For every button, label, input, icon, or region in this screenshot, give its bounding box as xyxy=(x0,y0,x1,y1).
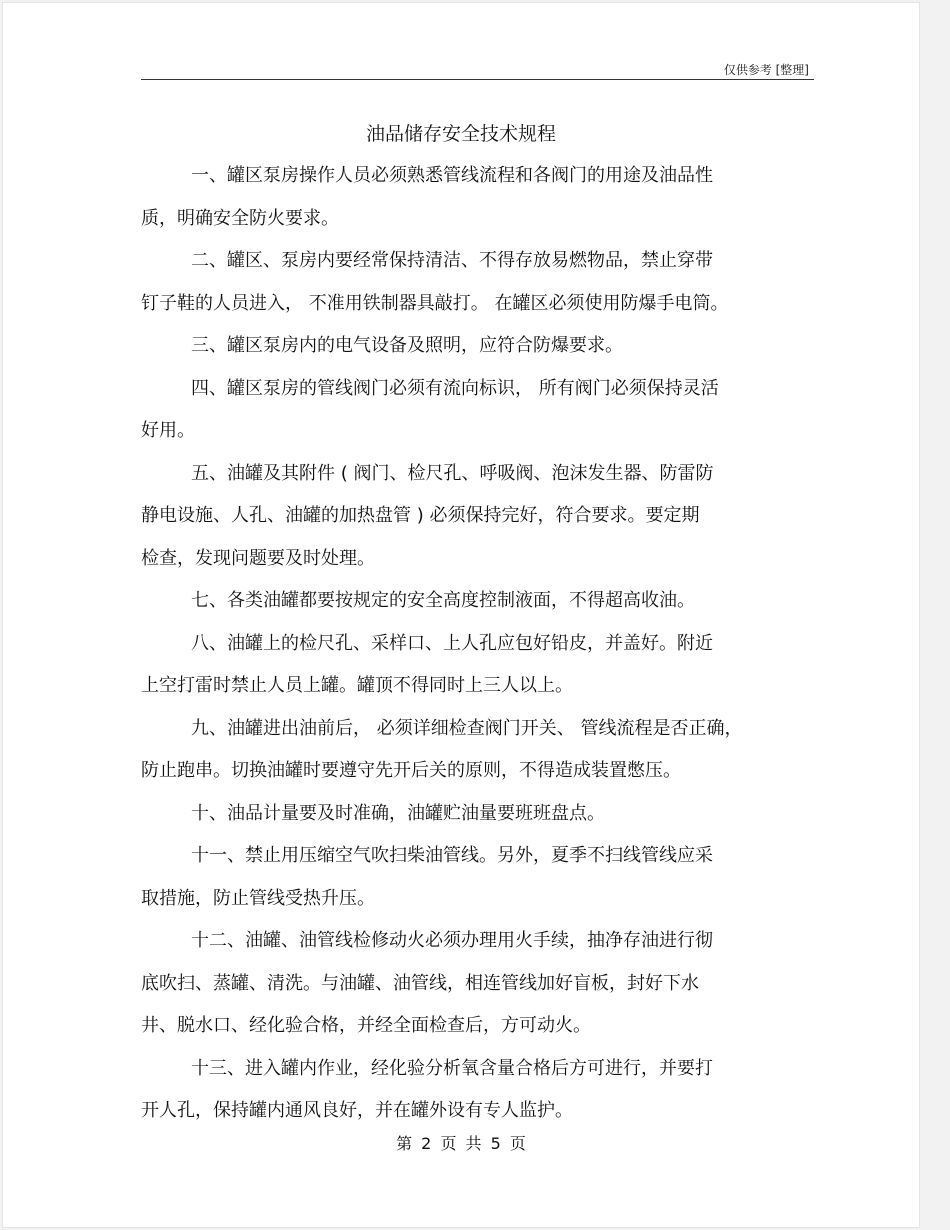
paragraph xyxy=(141,708,814,793)
paragraph-line: 二、罐区、泵房内要经常保持清洁、不得存放易燃物品，禁止穿带 xyxy=(191,250,713,271)
paragraph xyxy=(141,453,814,581)
paragraph-line: 十二、油罐、油管线检修动火必须办理用火手续，抽净存油进行彻 xyxy=(191,930,713,951)
paragraph-line: 底吹扫、蒸罐、清洗。与油罐、油管线，相连管线加好盲板，封好下水 xyxy=(141,972,699,994)
paragraph-line: 七、各类油罐都要按规定的安全高度控制液面，不得超高收油。 xyxy=(191,590,695,611)
paragraph-line: 九、油罐进出油前后， 必须详细检查阀门开关、 管线流程是否正确， xyxy=(191,717,743,739)
paragraph xyxy=(141,835,814,920)
paragraph-line: 三、罐区泵房内的电气设备及照明，应符合防爆要求。 xyxy=(191,335,623,356)
paragraph-line: 五、油罐及其附件 ( 阀门、检尺孔、呼吸阀、泡沫发生器、防雷防 xyxy=(191,462,714,484)
paragraph-line: 一、罐区泵房操作人员必须熟悉管线流程和各阀门的用途及油品性 xyxy=(191,165,713,186)
header-note: 仅供参考 [整理] xyxy=(723,63,809,77)
paragraph-line: 好用。 xyxy=(141,420,195,441)
paragraph-line: 上空打雷时禁止人员上罐。罐顶不得同时上三人以上。 xyxy=(141,675,573,696)
paragraph xyxy=(141,920,814,1048)
paragraph-line: 八、油罐上的检尺孔、采样口、上人孔应包好铅皮，并盖好。附近 xyxy=(191,632,713,654)
header-divider xyxy=(141,79,814,80)
document-title: 油品储存安全技术规程 xyxy=(365,123,556,145)
paragraph xyxy=(141,623,814,708)
paragraph-line: 检查，发现问题要及时处理。 xyxy=(141,547,375,569)
paragraph-line: 防止跑串。切换油罐时要遵守先开后关的原则，不得造成装置憋压。 xyxy=(141,760,681,781)
paragraph xyxy=(141,155,814,240)
paragraph-line: 十一、禁止用压缩空气吹扫柴油管线。另外，夏季不扫线管线应采 xyxy=(191,845,713,866)
paragraph-line: 四、罐区泵房的管线阀门必须有流向标识， 所有阀门必须保持灵活 xyxy=(191,377,719,399)
document-page xyxy=(2,2,920,1228)
paragraph-line: 质，明确安全防火要求。 xyxy=(141,207,339,229)
paragraph xyxy=(141,580,814,623)
document-body xyxy=(141,155,814,1133)
paragraph xyxy=(141,368,814,453)
paragraph-line: 十、油品计量要及时准确，油罐贮油量要班班盘点。 xyxy=(191,802,605,824)
paragraph-line: 静电设施、人孔、油罐的加热盘管 ) 必须保持完好，符合要求。要定期 xyxy=(141,505,700,526)
paragraph xyxy=(141,1048,814,1133)
paragraph-line: 井、脱水口、经化验合格，并经全面检查后，方可动火。 xyxy=(141,1015,591,1036)
paragraph-line: 钉子鞋的人员进入， 不准用铁制器具敲打。 在罐区必须使用防爆手电筒。 xyxy=(141,292,729,314)
paragraph-line: 开人孔，保持罐内通风良好，并在罐外设有专人监护。 xyxy=(141,1100,573,1121)
paragraph xyxy=(141,325,814,368)
paragraph-line: 取措施，防止管线受热升压。 xyxy=(141,887,375,909)
paragraph xyxy=(141,240,814,325)
paragraph xyxy=(141,793,814,836)
paragraph-line: 十三、进入罐内作业，经化验分析氧含量合格后方可进行，并要打 xyxy=(191,1057,713,1079)
page-footer: 第 2 页 共 5 页 xyxy=(396,1134,526,1153)
